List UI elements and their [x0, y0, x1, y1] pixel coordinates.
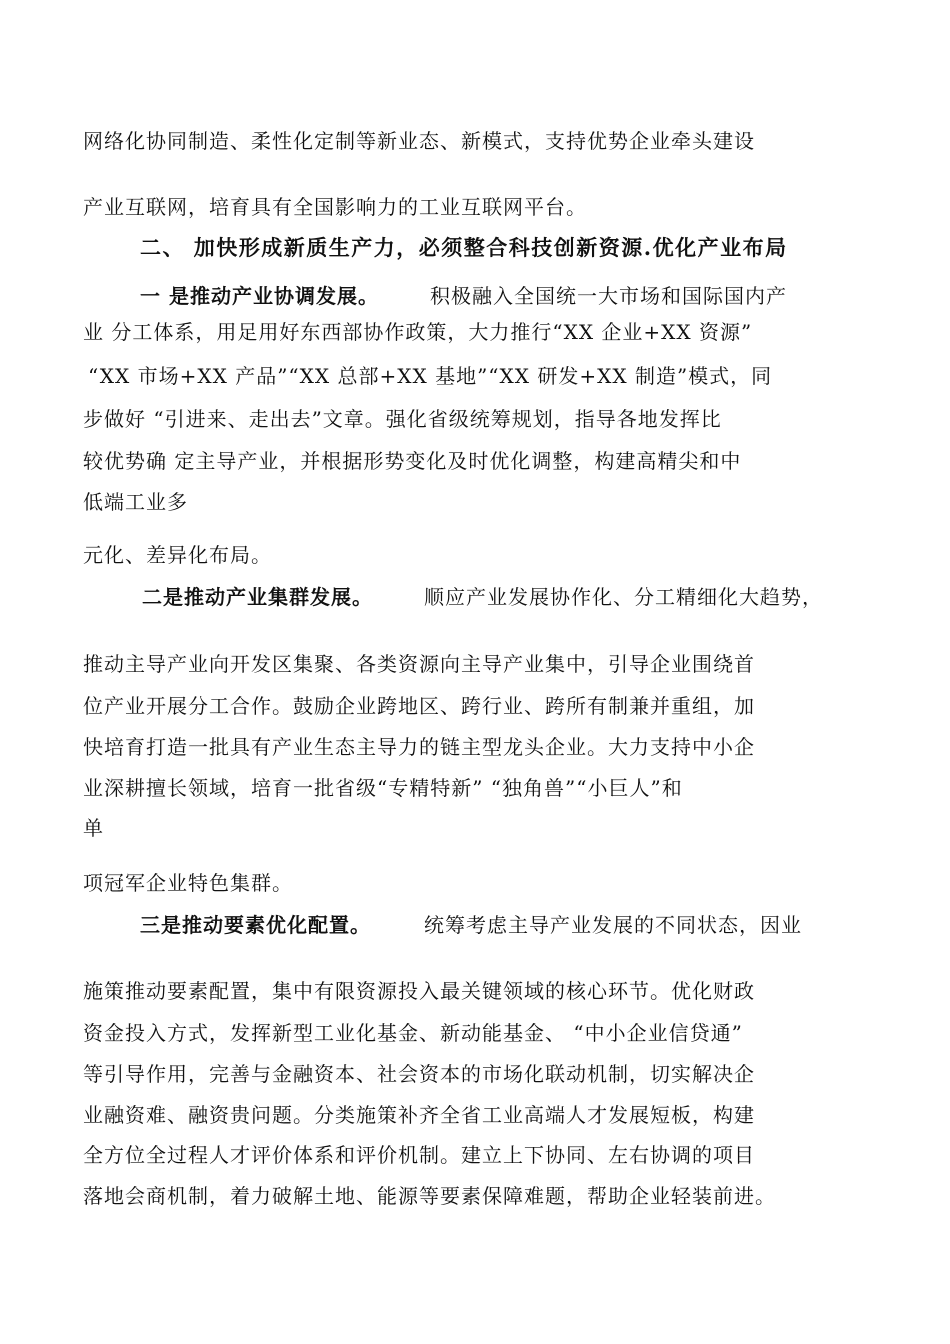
paragraph-line: 落地会商机制，着力破解土地、能源等要素保障难题，帮助企业轻装前进。 [83, 1184, 776, 1208]
paragraph-line: 快培育打造一批具有产业生态主导力的链主型龙头企业。大力支持中小企 [83, 735, 755, 759]
paragraph-line: 资金投入方式，发挥新型工业化基金、新动能基金、 “中小企业信贷通” [83, 1021, 743, 1045]
subheading: 三是推动要素优化配置。 [140, 913, 371, 937]
paragraph-line: 元化、差异化布局。 [83, 543, 272, 567]
paragraph-line: 位产业开展分工合作。鼓励企业跨地区、跨行业、跨所有制兼并重组，加 [83, 694, 755, 718]
paragraph-line: 步做好 “引进来、走出去”文章。强化省级统筹规划，指导各地发挥比 [83, 407, 722, 431]
paragraph-line: 较优势确 定主导产业，并根据形势变化及时优化调整，构建高精尖和中 [83, 449, 742, 473]
paragraph-line: 统筹考虑主导产业发展的不同状态，因业 [424, 913, 802, 937]
subheading: 二是推动产业集群发展。 [142, 585, 373, 609]
paragraph-line: “XX 市场+XX 产品”“XX 总部+XX 基地”“XX 研发+XX 制造”模式，同 [88, 364, 773, 388]
paragraph-line: 业深耕擅长领域，培育一批省级“专精特新” “独角兽”“小巨人”和 [83, 776, 683, 800]
paragraph-line: 业融资难、融资贵问题。分类施策补齐全省工业高端人才发展短板，构建 [83, 1103, 755, 1127]
subheading: 一 是推动产业协调发展。 [140, 284, 379, 308]
paragraph-line: 全方位全过程人才评价体系和评价机制。建立上下协同、左右协调的项目 [83, 1143, 755, 1167]
paragraph-line: 积极融入全国统一大市场和国际国内产 [430, 284, 787, 308]
paragraph-line: 项冠军企业特色集群。 [83, 871, 293, 895]
paragraph-line: 等引导作用，完善与金融资本、社会资本的市场化联动机制，切实解决企 [83, 1062, 755, 1086]
paragraph-line: 业 分工体系，用足用好东西部协作政策，大力推行“XX 企业+XX 资源” [83, 320, 753, 344]
paragraph-line: 推动主导产业向开发区集聚、各类资源向主导产业集中，引导企业围绕首 [83, 652, 755, 676]
paragraph-line: 单 [83, 816, 104, 840]
section-heading: 二、 加快形成新质生产力，必须整合科技创新资源.优化产业布局 [140, 235, 788, 260]
paragraph-line: 顺应产业发展协作化、分工精细化大趋势， [424, 585, 823, 609]
paragraph-line: 网络化协同制造、柔性化定制等新业态、新模式，支持优势企业牵头建设 [83, 129, 755, 153]
paragraph-line: 施策推动要素配置，集中有限资源投入最关键领域的核心环节。优化财政 [83, 979, 755, 1003]
paragraph-line: 产业互联网，培育具有全国影响力的工业互联网平台。 [83, 195, 587, 219]
paragraph-line: 低端工业多 [83, 490, 188, 514]
